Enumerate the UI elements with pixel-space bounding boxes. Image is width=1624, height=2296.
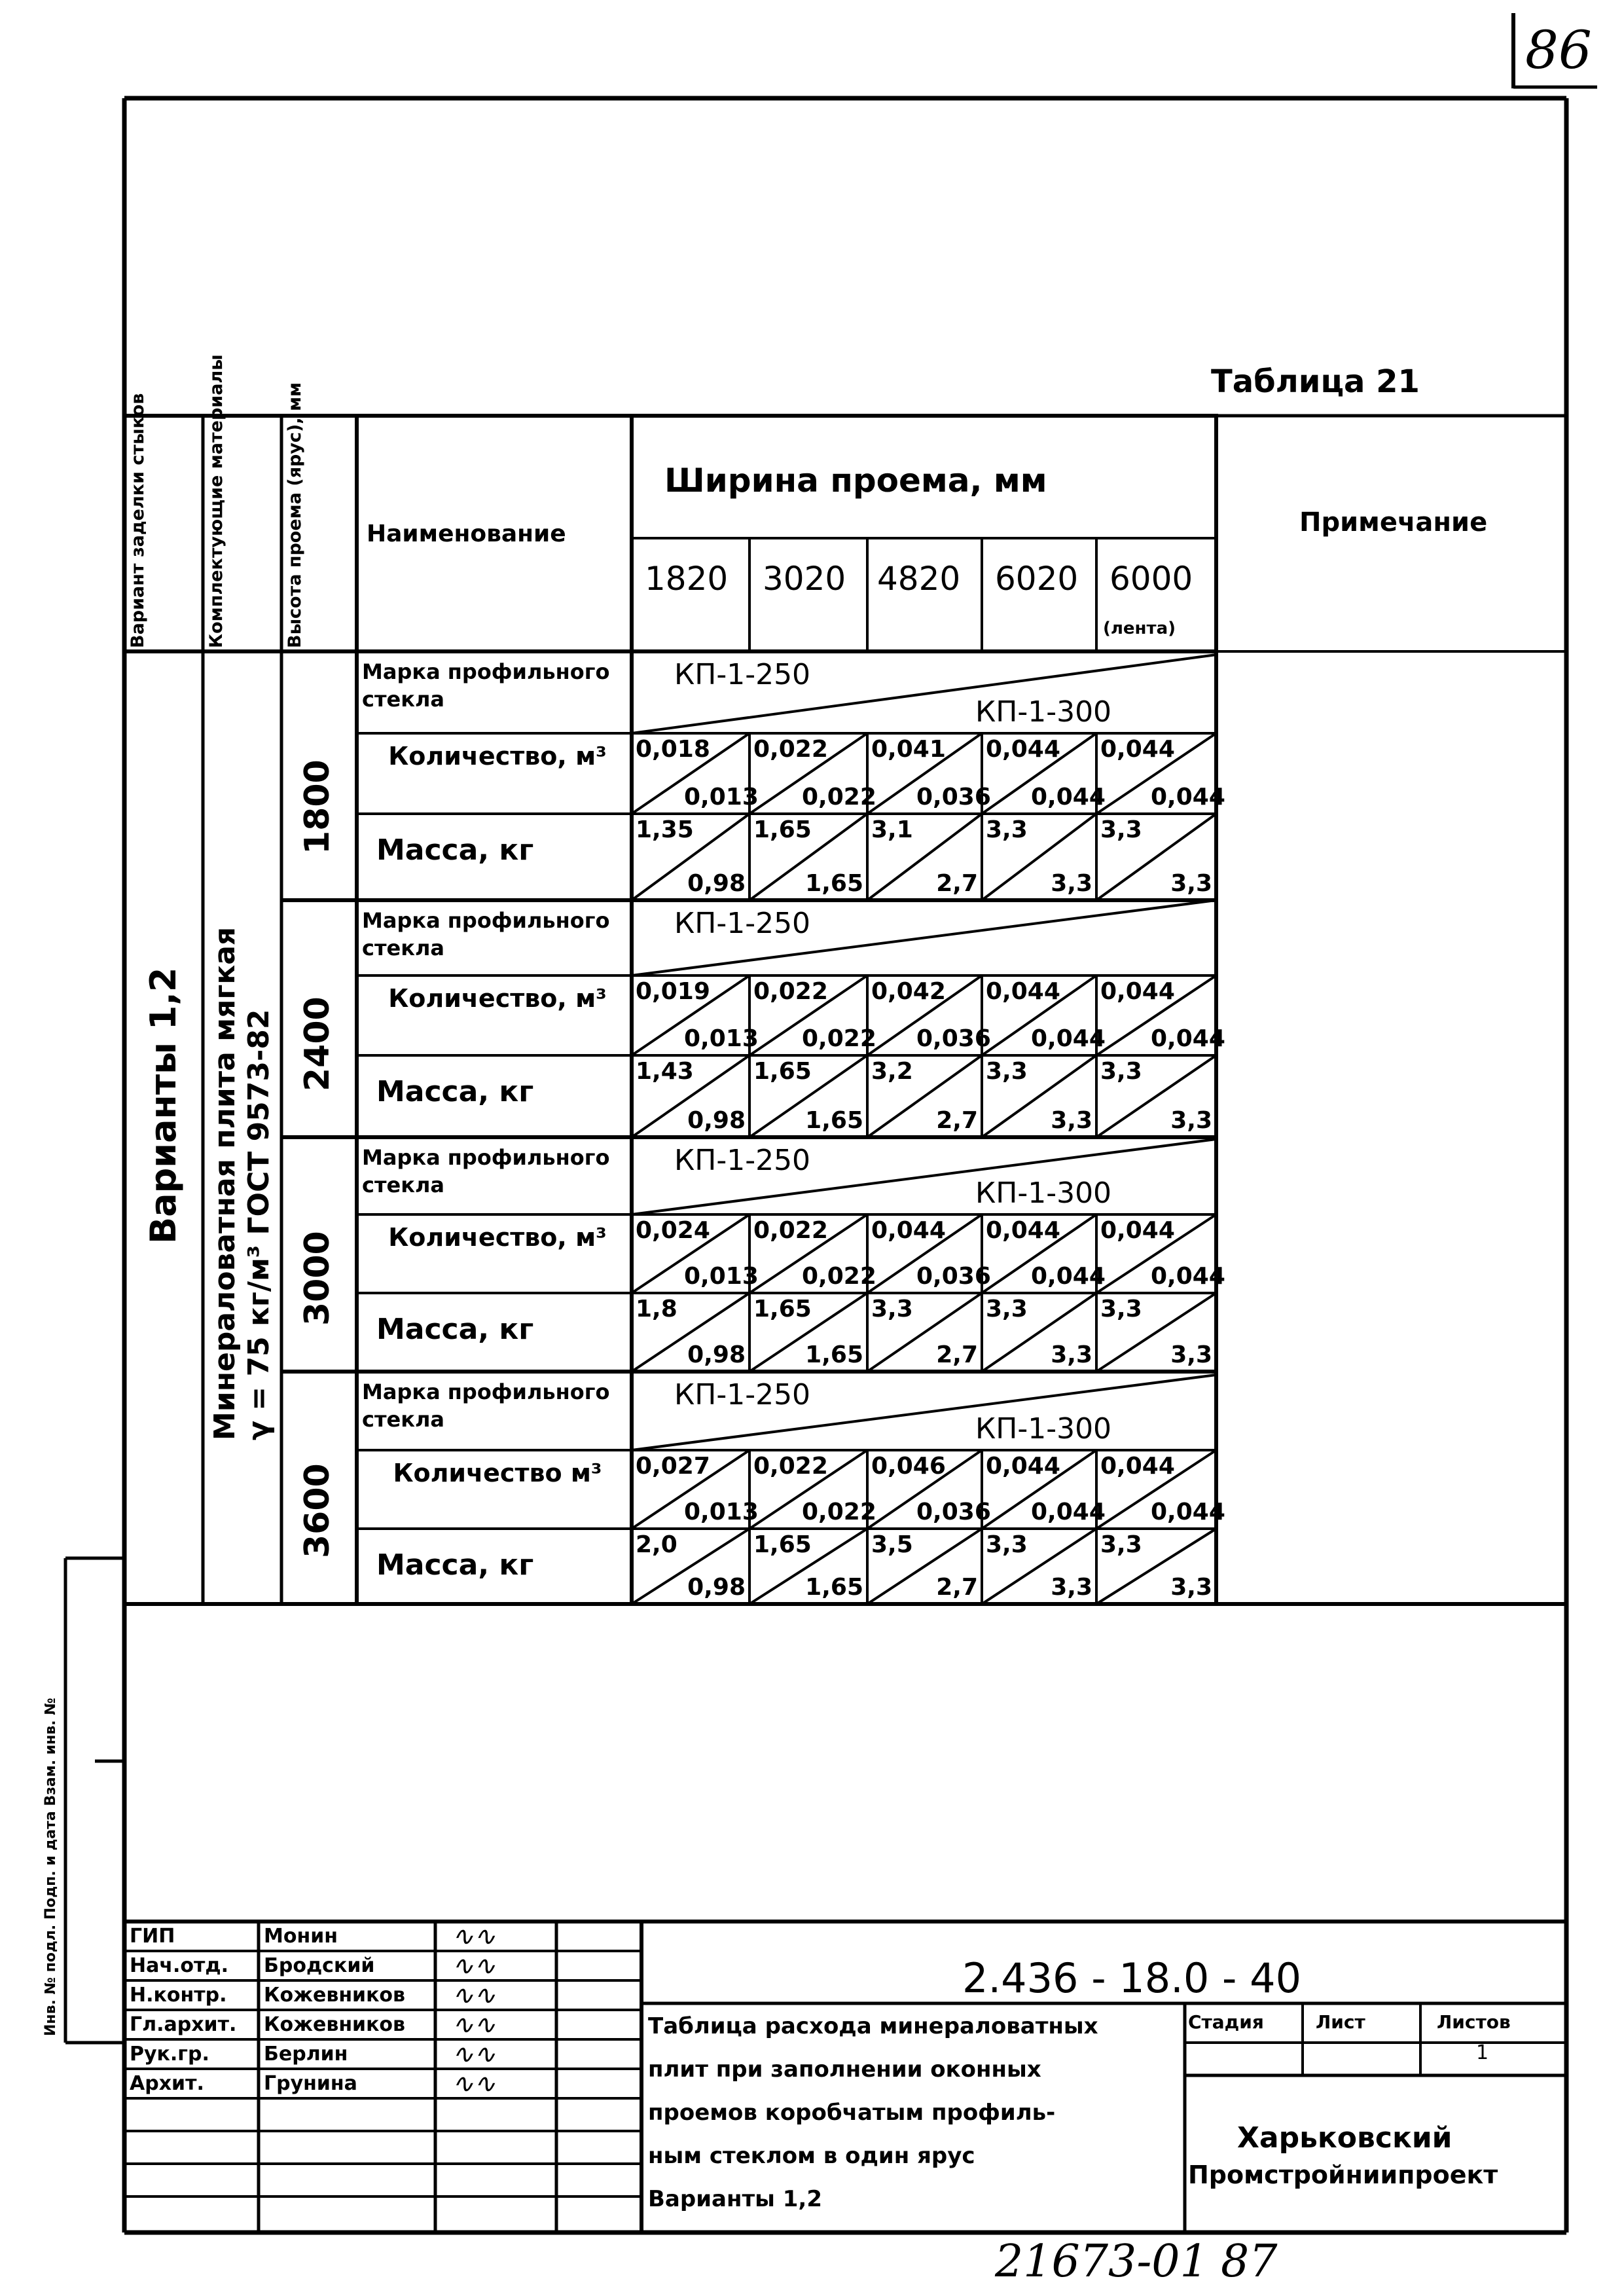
height-label: 1800: [298, 759, 337, 854]
mass-value-bottom: 1,65: [805, 1341, 863, 1368]
mass-value-top: 3,3: [1100, 1296, 1142, 1322]
qty-value-top: 0,044: [1100, 1453, 1175, 1480]
qty-value-bottom: 0,044: [1151, 784, 1225, 811]
mass-value-bottom: 1,65: [805, 1107, 863, 1134]
mass-value-top: 3,3: [986, 816, 1028, 843]
glass-mark-1: КП-1-250: [674, 658, 811, 691]
footer-number: 21673-01: [995, 2236, 1208, 2287]
header-height: Высота проема (ярус), мм: [285, 382, 305, 648]
person-name: Монин: [264, 1925, 338, 1948]
person-name: Кожевников: [264, 2013, 406, 2036]
signature-icon: ∿∿: [452, 1922, 496, 1952]
mark-label: Марка профильного стекла: [362, 659, 610, 712]
qty-value-top: 0,044: [1100, 1217, 1175, 1244]
height-label: 3600: [298, 1463, 337, 1558]
width-1820: 1820: [645, 560, 729, 598]
qty-value-bottom: 0,044: [1031, 784, 1106, 811]
mass-value-top: 1,8: [636, 1296, 677, 1322]
qty-value-top: 0,041: [871, 736, 946, 763]
signature-icon: ∿∿: [452, 1980, 496, 2011]
mass-value-top: 3,3: [986, 1531, 1028, 1558]
mass-value-top: 3,1: [871, 816, 913, 843]
qty-value-top: 0,018: [636, 736, 710, 763]
mass-value-top: 1,65: [753, 1296, 812, 1322]
table-title: Таблица 21: [1211, 363, 1420, 400]
width-6000: 6000: [1110, 560, 1193, 598]
glass-mark-1: КП-1-250: [674, 1144, 811, 1177]
qty-value-bottom: 0,044: [1151, 1263, 1225, 1290]
qty-value-bottom: 0,022: [802, 784, 876, 811]
side-stamp: Инв. № подл. Подп. и дата Взам. инв. №: [43, 1698, 59, 2036]
mass-value-top: 1,65: [753, 1058, 812, 1085]
qty-value-bottom: 0,013: [684, 1499, 759, 1525]
mass-label: Масса, кг: [376, 833, 534, 867]
qty-value-bottom: 0,036: [916, 1025, 991, 1052]
width-4820: 4820: [877, 560, 961, 598]
mass-value-bottom: 0,98: [687, 870, 746, 897]
mass-value-top: 1,43: [636, 1058, 694, 1085]
mass-value-top: 3,3: [871, 1296, 913, 1322]
mass-value-bottom: 3,3: [1170, 870, 1212, 897]
mass-value-bottom: 3,3: [1051, 1341, 1092, 1368]
height-label: 3000: [298, 1231, 337, 1326]
mass-value-top: 2,0: [636, 1531, 677, 1558]
qty-value-bottom: 0,036: [916, 784, 991, 811]
signature-icon: ∿∿: [452, 2069, 496, 2099]
mass-label: Масса, кг: [376, 1548, 534, 1582]
qty-value-bottom: 0,022: [802, 1263, 876, 1290]
qty-value-top: 0,044: [1100, 736, 1175, 763]
width-3020: 3020: [763, 560, 846, 598]
qty-value-bottom: 0,022: [802, 1025, 876, 1052]
footer-page: 87: [1221, 2236, 1278, 2287]
material-label-2: γ = 75 кг/м³ ГОСТ 9573-82: [242, 1009, 276, 1440]
mass-value-top: 3,5: [871, 1531, 913, 1558]
mass-value-top: 1,65: [753, 1531, 812, 1558]
person-name: Грунина: [264, 2072, 357, 2095]
doc-code: 2.436 - 18.0 - 40: [962, 1954, 1302, 2002]
glass-mark-1: КП-1-250: [674, 1378, 811, 1412]
sheets-value: 1: [1476, 2041, 1489, 2064]
glass-mark-2: КП-1-300: [975, 1412, 1112, 1446]
qty-value-top: 0,022: [753, 978, 828, 1005]
glass-mark-2: КП-1-300: [975, 695, 1112, 729]
mass-value-bottom: 3,3: [1051, 870, 1092, 897]
qty-value-top: 0,044: [986, 978, 1060, 1005]
header-materials: Комплектующие материалы: [206, 354, 226, 648]
height-label: 2400: [298, 996, 337, 1091]
qty-value-bottom: 0,013: [684, 1025, 759, 1052]
role-label: ГИП: [130, 1925, 175, 1948]
qty-value-bottom: 0,044: [1031, 1263, 1106, 1290]
variant-label: Варианты 1,2: [143, 967, 184, 1244]
mass-value-bottom: 3,3: [1170, 1341, 1212, 1368]
mass-value-top: 3,2: [871, 1058, 913, 1085]
mass-value-top: 3,3: [1100, 816, 1142, 843]
mass-value-bottom: 0,98: [687, 1574, 746, 1601]
qty-value-top: 0,022: [753, 736, 828, 763]
mass-value-bottom: 3,3: [1051, 1574, 1092, 1601]
mass-value-top: 3,3: [1100, 1531, 1142, 1558]
qty-value-top: 0,044: [986, 1217, 1060, 1244]
qty-value-top: 0,022: [753, 1453, 828, 1480]
mass-label: Масса, кг: [376, 1313, 534, 1346]
signature-icon: ∿∿: [452, 2039, 496, 2069]
mass-value-bottom: 2,7: [936, 1107, 978, 1134]
mark-label: Марка профильного стекла: [362, 1379, 610, 1432]
qty-value-top: 0,027: [636, 1453, 710, 1480]
mass-value-bottom: 2,7: [936, 870, 978, 897]
mark-label: Марка профильного стекла: [362, 1145, 610, 1197]
org-name-1: Харьковский: [1237, 2121, 1453, 2155]
mark-label: Марка профильного стекла: [362, 908, 610, 960]
mass-value-bottom: 3,3: [1051, 1107, 1092, 1134]
signature-icon: ∿∿: [452, 1951, 496, 1981]
qty-value-bottom: 0,044: [1151, 1025, 1225, 1052]
qty-value-top: 0,044: [1100, 978, 1175, 1005]
quantity-label: Количество м³: [393, 1459, 602, 1487]
mass-label: Масса, кг: [376, 1075, 534, 1108]
material-label-1: Минераловатная плита мягкая: [208, 926, 242, 1440]
mass-value-bottom: 0,98: [687, 1341, 746, 1368]
person-name: Кожевников: [264, 1984, 406, 2007]
qty-value-bottom: 0,044: [1151, 1499, 1225, 1525]
description-line: проемов коробчатым профиль-: [648, 2100, 1056, 2126]
stage-label: Стадия: [1188, 2011, 1264, 2033]
sheets-label: Листов: [1437, 2011, 1511, 2033]
qty-value-top: 0,046: [871, 1453, 946, 1480]
description-line: Варианты 1,2: [648, 2186, 822, 2212]
header-width-title: Ширина проема, мм: [664, 462, 1047, 500]
role-label: Архит.: [130, 2072, 204, 2095]
glass-mark-1: КП-1-250: [674, 907, 811, 940]
header-note: Примечание: [1299, 507, 1488, 538]
sheet-number: 86: [1525, 20, 1592, 81]
header-name: Наименование: [367, 520, 566, 547]
role-label: Н.контр.: [130, 1984, 227, 2007]
mass-value-top: 1,35: [636, 816, 694, 843]
mass-value-bottom: 0,98: [687, 1107, 746, 1134]
qty-value-top: 0,022: [753, 1217, 828, 1244]
qty-value-bottom: 0,044: [1031, 1499, 1106, 1525]
role-label: Рук.гр.: [130, 2043, 209, 2066]
description-line: Таблица расхода минераловатных: [648, 2013, 1098, 2039]
mass-value-top: 3,3: [986, 1296, 1028, 1322]
description-line: плит при заполнении оконных: [648, 2056, 1041, 2083]
mass-value-bottom: 2,7: [936, 1574, 978, 1601]
person-name: Бродский: [264, 1954, 375, 1977]
width-note: (лента): [1103, 619, 1176, 638]
mass-value-bottom: 2,7: [936, 1341, 978, 1368]
mass-value-top: 3,3: [986, 1058, 1028, 1085]
qty-value-top: 0,024: [636, 1217, 710, 1244]
mass-value-bottom: 3,3: [1170, 1107, 1212, 1134]
signature-icon: ∿∿: [452, 2010, 496, 2040]
mass-value-bottom: 1,65: [805, 870, 863, 897]
mass-value-bottom: 3,3: [1170, 1574, 1212, 1601]
qty-value-bottom: 0,013: [684, 784, 759, 811]
quantity-label: Количество, м³: [388, 742, 607, 771]
person-name: Берлин: [264, 2043, 348, 2066]
qty-value-bottom: 0,022: [802, 1499, 876, 1525]
org-name-2: Промстройниипроект: [1188, 2160, 1498, 2189]
qty-value-bottom: 0,013: [684, 1263, 759, 1290]
qty-value-bottom: 0,044: [1031, 1025, 1106, 1052]
description-line: ным стеклом в один ярус: [648, 2143, 975, 2169]
glass-mark-2: КП-1-300: [975, 1176, 1112, 1210]
role-label: Нач.отд.: [130, 1954, 228, 1977]
qty-value-bottom: 0,036: [916, 1499, 991, 1525]
qty-value-top: 0,044: [986, 736, 1060, 763]
mass-value-bottom: 1,65: [805, 1574, 863, 1601]
mass-value-top: 1,65: [753, 816, 812, 843]
quantity-label: Количество, м³: [388, 984, 607, 1013]
qty-value-top: 0,042: [871, 978, 946, 1005]
qty-value-top: 0,044: [871, 1217, 946, 1244]
sheet-label: Лист: [1316, 2011, 1365, 2033]
role-label: Гл.архит.: [130, 2013, 237, 2036]
qty-value-bottom: 0,036: [916, 1263, 991, 1290]
width-6020: 6020: [995, 560, 1079, 598]
qty-value-top: 0,044: [986, 1453, 1060, 1480]
quantity-label: Количество, м³: [388, 1223, 607, 1252]
header-variant: Вариант заделки стыков: [128, 393, 148, 648]
mass-value-top: 3,3: [1100, 1058, 1142, 1085]
qty-value-top: 0,019: [636, 978, 710, 1005]
